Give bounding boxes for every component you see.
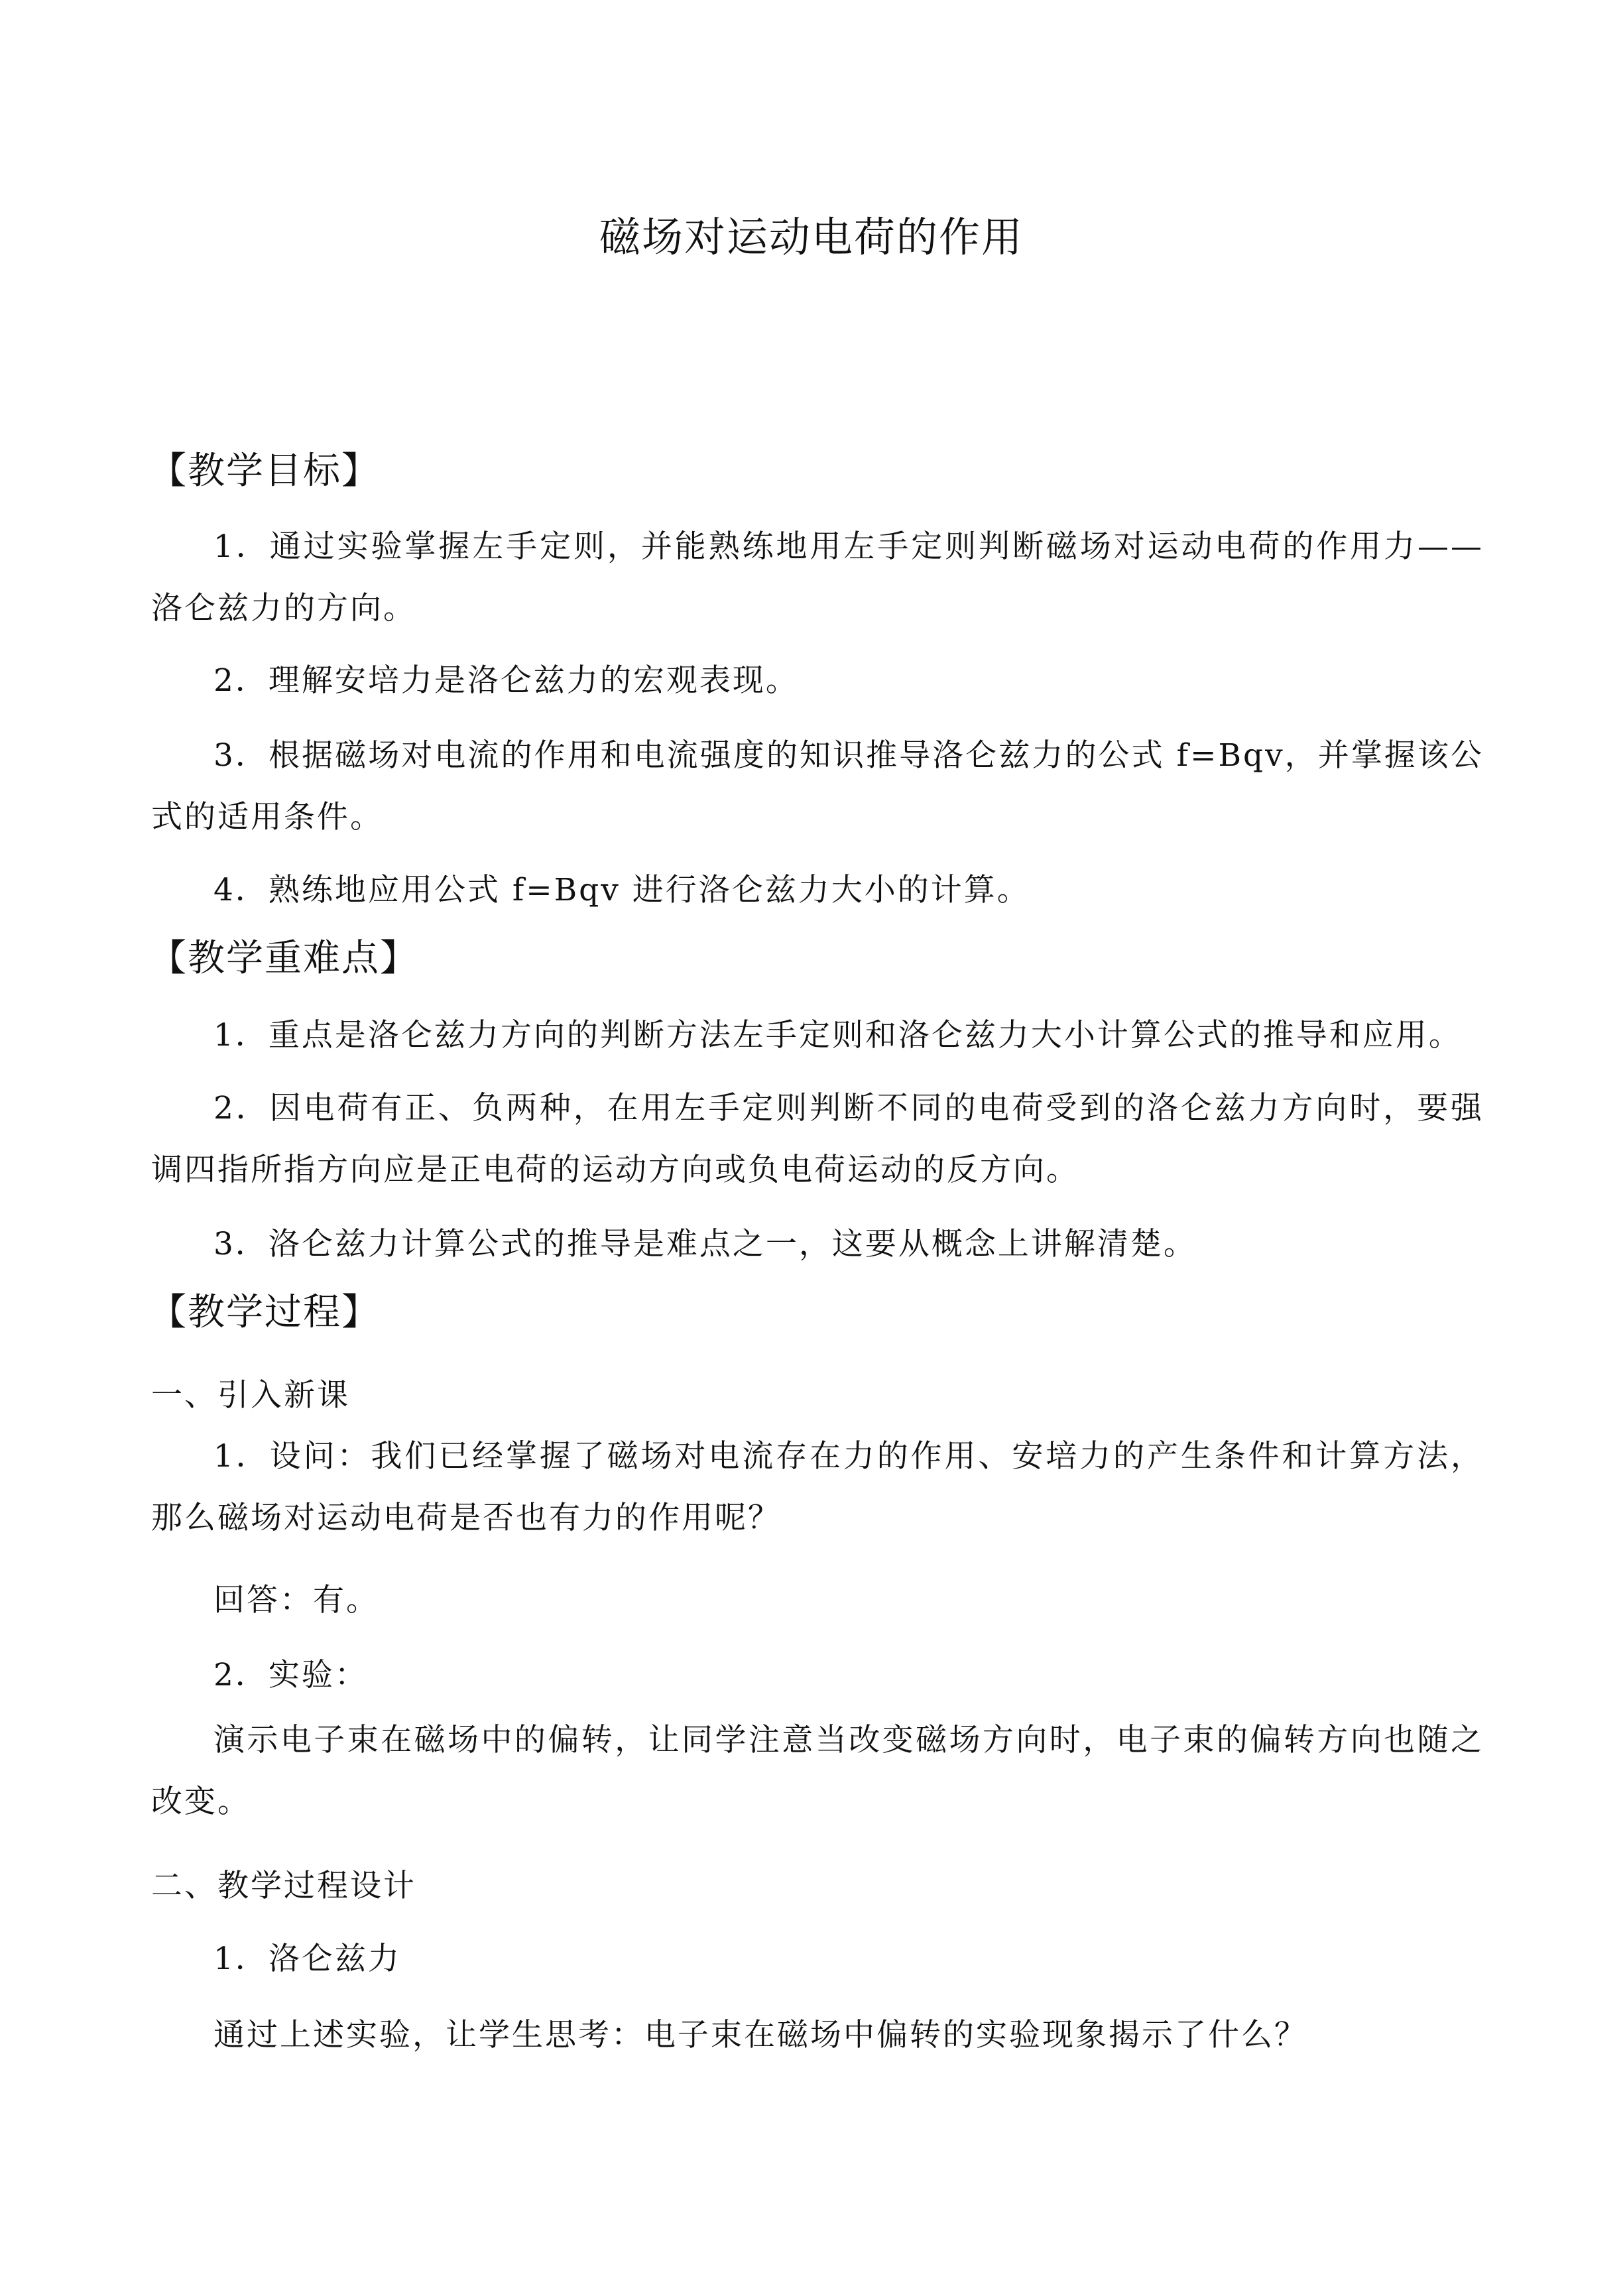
objective-item-4: 4．熟练地应用公式 f=Bqv 进行洛仑兹力大小的计算。: [213, 872, 1030, 908]
process-part1-item-1: 1．设问：我们已经掌握了磁场对电流存在力的作用、安培力的产生条件和计算方法，那么磁场对运动电荷是否也有力的作用呢？: [151, 1438, 1484, 1536]
heading-key-points: 【教学重难点】: [149, 937, 418, 980]
process-part2-title: 二、教学过程设计: [151, 1868, 416, 1904]
key-point-item-1: 1．重点是洛仑兹力方向的判断方法左手定则和洛仑兹力大小计算公式的推导和应用。: [213, 1017, 1462, 1054]
objective-item-3: 3．根据磁场对电流的作用和电流强度的知识推导洛仑兹力的公式 f=Bqv，并掌握该公式的适用条件。: [151, 737, 1484, 835]
process-part2-item-1: 1．洛仑兹力: [213, 1941, 401, 1977]
key-point-item-3: 3．洛仑兹力计算公式的推导是难点之一，这要从概念上讲解清楚。: [213, 1226, 1197, 1262]
heading-objectives: 【教学目标】: [149, 450, 380, 493]
objective-item-2: 2．理解安培力是洛仑兹力的宏观表现。: [213, 662, 799, 699]
heading-process: 【教学过程】: [149, 1291, 380, 1334]
document-title: 磁场对运动电荷的作用: [599, 213, 1024, 261]
objective-item-1: 1．通过实验掌握左手定则，并能熟练地用左手定则判断磁场对运动电荷的作用力——洛仑兹力的方向。: [151, 528, 1484, 627]
key-point-item-2: 2．因电荷有正、负两种，在用左手定则判断不同的电荷受到的洛仑兹力方向时，要强调四指所指方向应是正电荷的运动方向或负电荷运动的反方向。: [151, 1090, 1484, 1188]
process-part2-item-2: 通过上述实验，让学生思考：电子束在磁场中偏转的实验现象揭示了什么？: [213, 2017, 1307, 2053]
process-part1-title: 一、引入新课: [151, 1377, 350, 1414]
process-part1-item-4: 演示电子束在磁场中的偏转，让同学注意当改变磁场方向时，电子束的偏转方向也随之改变。: [151, 1722, 1484, 1820]
process-part1-item-3: 2．实验：: [213, 1657, 368, 1693]
process-part1-item-2: 回答：有。: [213, 1582, 379, 1618]
